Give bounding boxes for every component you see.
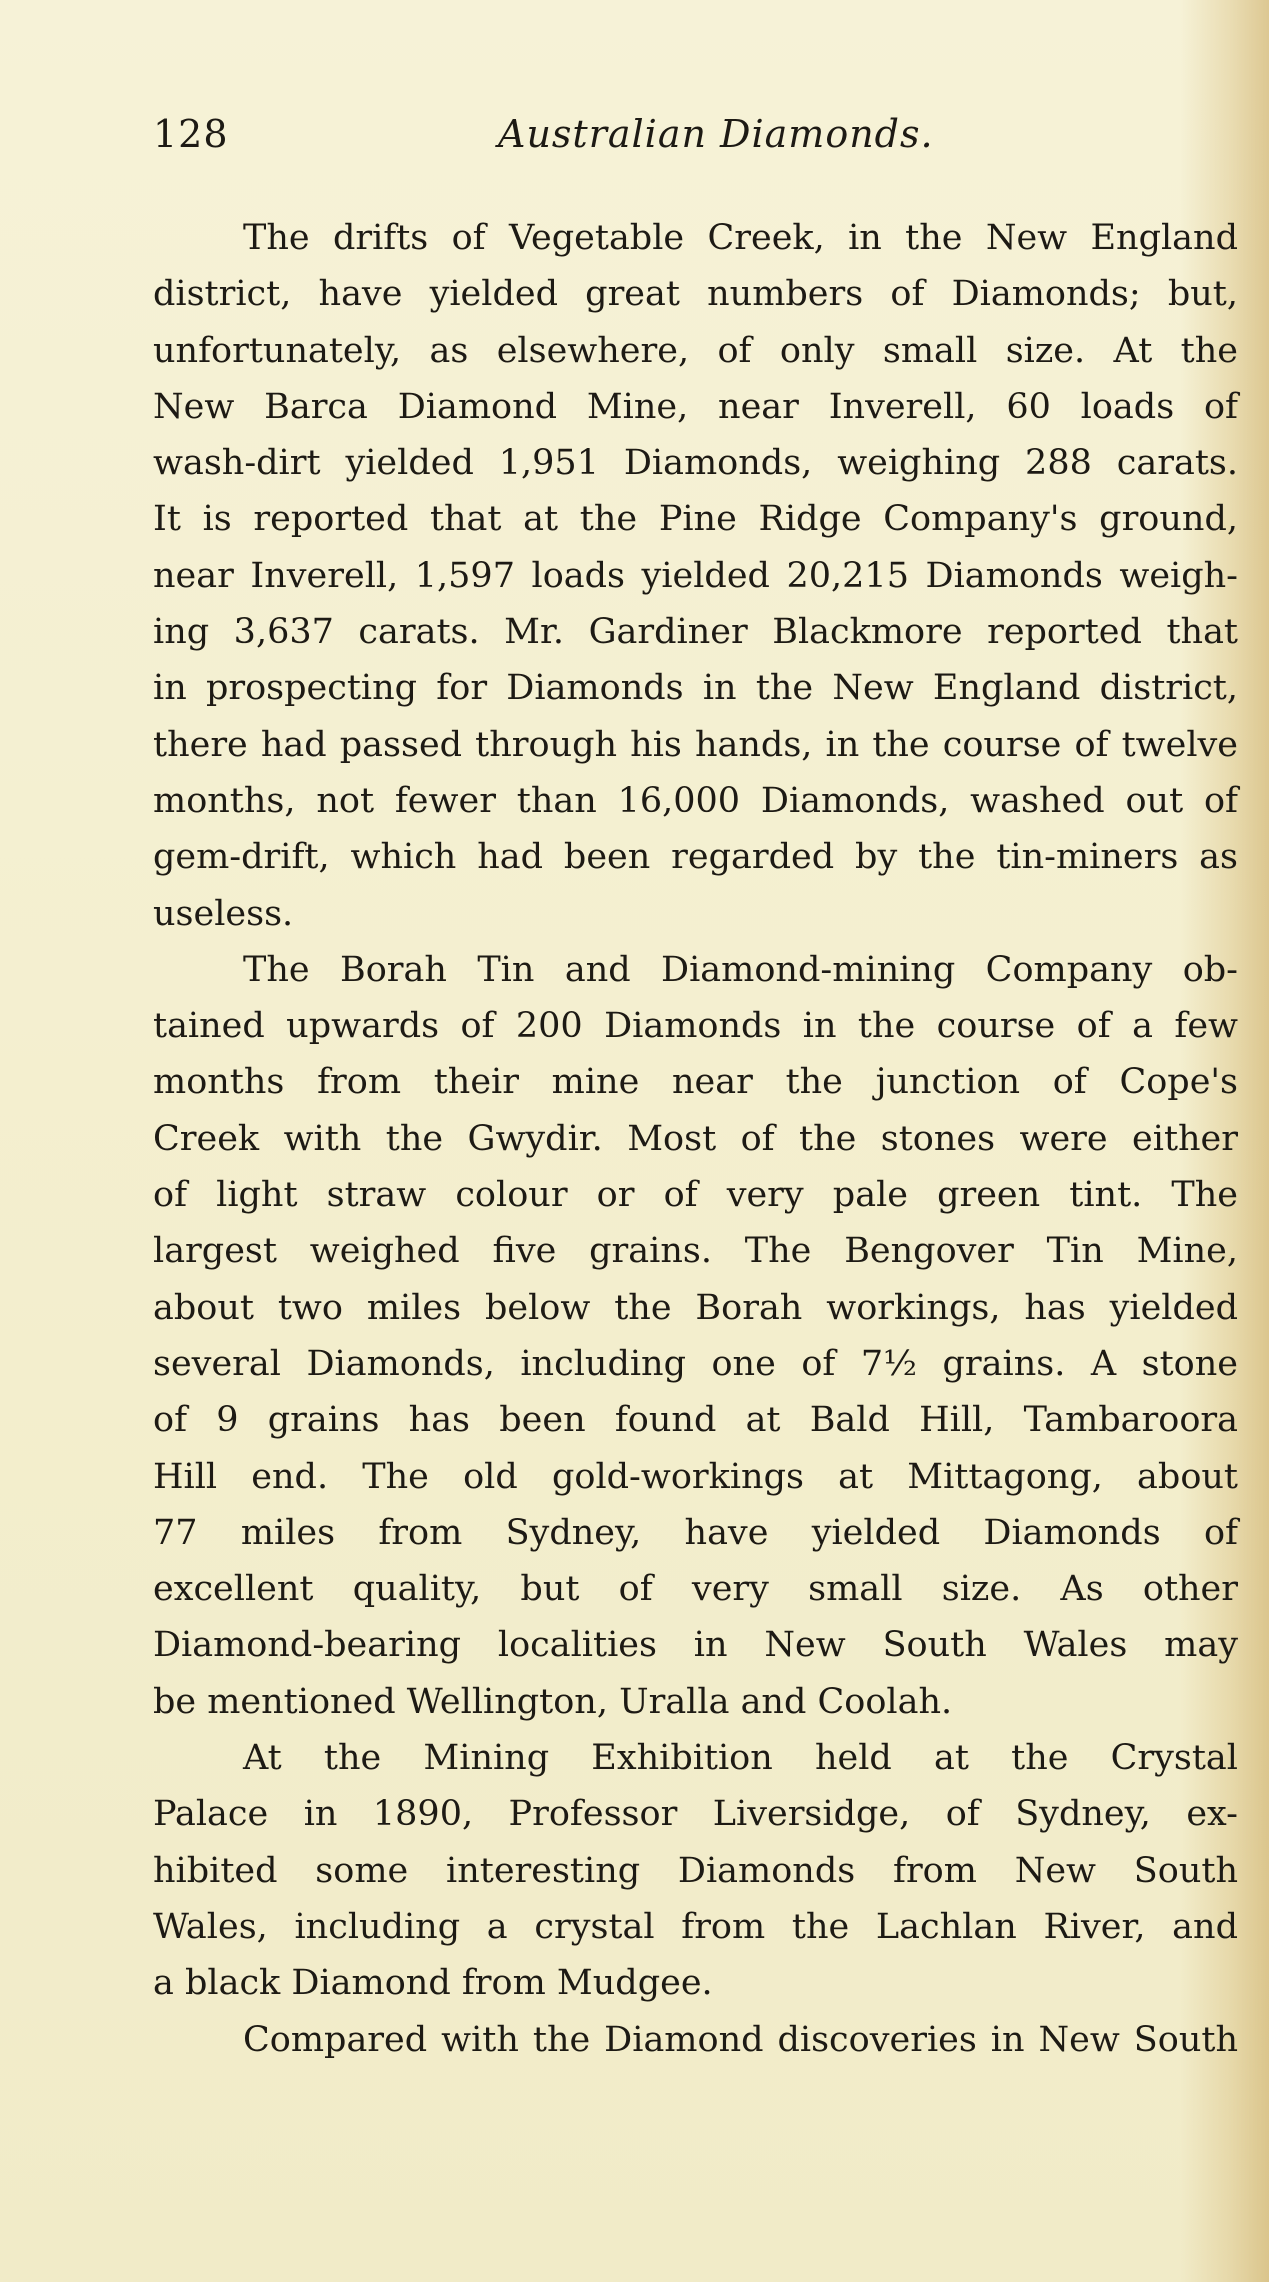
text-line: excellent quality, but of very small size. As other [153,1569,1238,1610]
text-line: Diamond-bearing localities in New South Wales may [153,1625,1238,1666]
text-line: Wales, including a crystal from the Lachlan River, and [153,1906,1238,1947]
text-line: Creek with the Gwydir. Most of the stones were either [153,1118,1238,1159]
text-line: there had passed through his hands, in the course of twelve [153,724,1238,765]
text-line: useless. [153,893,294,934]
text-line: of 9 grains has been found at Bald Hill, Tambaroora [153,1400,1238,1441]
text-line: in prospecting for Diamonds in the New England district, [153,668,1238,709]
text-line: district, have yielded great numbers of Diamonds; but, [153,274,1238,315]
text-line: months from their mine near the junction of Cope's [153,1062,1238,1103]
text-line: Hill end. The old gold-workings at Mittagong, about [153,1456,1238,1497]
text-line: wash-dirt yielded 1,951 Diamonds, weighing 288 carats. [153,443,1238,484]
text-line: The drifts of Vegetable Creek, in the New England [243,218,1238,258]
text-line: of light straw colour or of very pale green tint. The [153,1175,1238,1216]
text-line: unfortunately, as elsewhere, of only small size. At the [153,330,1238,371]
running-head [153,112,1233,172]
text-line: At the Mining Exhibition held at the Crystal [243,1738,1238,1779]
running-title: Australian Diamonds. [498,112,934,156]
text-line: tained upwards of 200 Diamonds in the course of a few [153,1006,1238,1047]
text-line: several Diamonds, including one of 7½ grains. A stone [153,1343,1238,1384]
text-line: gem-drift, which had been regarded by the tin-miners as [153,837,1238,878]
text-line: 77 miles from Sydney, have yielded Diamonds of [153,1512,1238,1553]
text-line: largest weighed five grains. The Bengover Tin Mine, [153,1231,1238,1272]
text-line: ing 3,637 carats. Mr. Gardiner Blackmore reported that [153,612,1238,653]
text-line: Compared with the Diamond discoveries in New South [243,2019,1238,2060]
text-line: months, not fewer than 16,000 Diamonds, washed out of [153,780,1238,821]
body-text [153,210,1238,2068]
text-line: Palace in 1890, Professor Liversidge, of Sydney, ex- [153,1794,1238,1835]
page-number: 128 [153,112,229,156]
text-line: The Borah Tin and Diamond-mining Company ob- [243,949,1238,990]
text-line: New Barca Diamond Mine, near Inverell, 60 loads of [153,386,1238,427]
text-line: a black Diamond from Mudgee. [153,1963,713,2004]
text-line: It is reported that at the Pine Ridge Company's ground, [153,499,1238,540]
text-line: about two miles below the Borah workings, has yielded [153,1287,1238,1328]
text-line: hibited some interesting Diamonds from New South [153,1850,1238,1891]
text-line: be mentioned Wellington, Uralla and Coolah. [153,1681,953,1722]
text-line: near Inverell, 1,597 loads yielded 20,215 Diamonds weigh- [153,555,1238,596]
